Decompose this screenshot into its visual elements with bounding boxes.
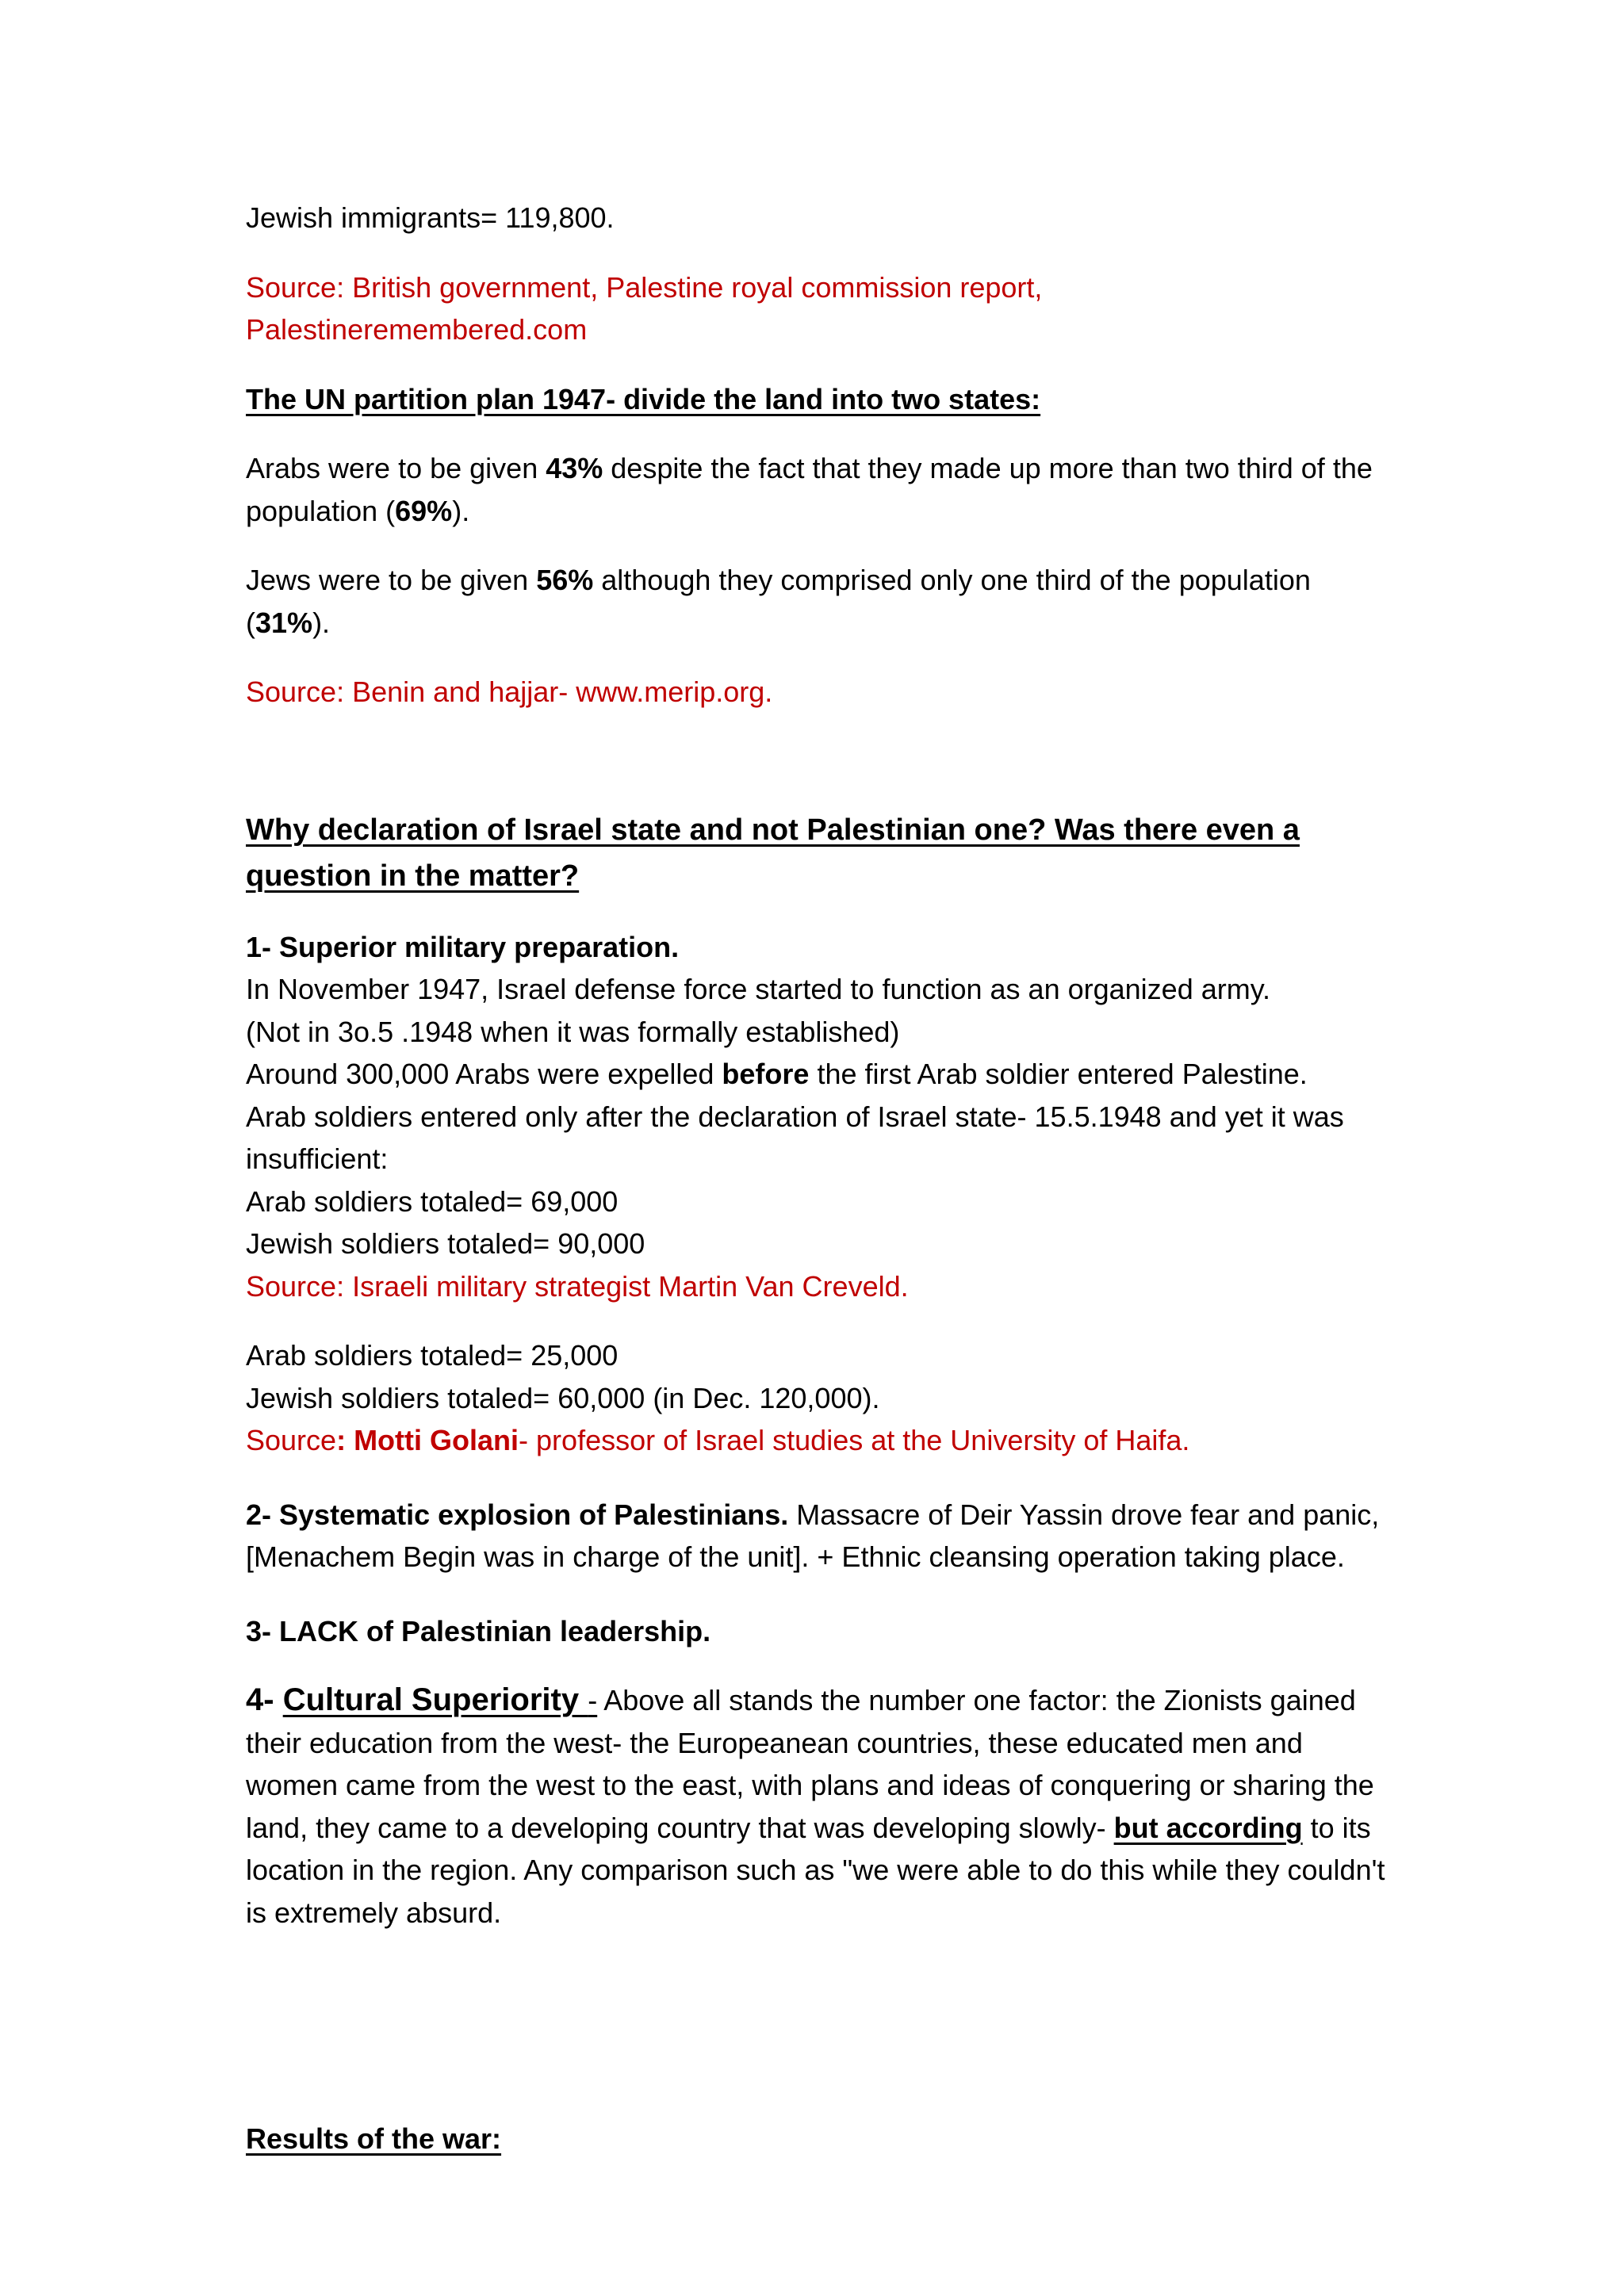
point-4-number: 4- — [246, 1682, 283, 1717]
arab-soldiers-1: Arab soldiers totaled= 69,000 — [246, 1184, 619, 1218]
golani-source-label: Source — [246, 1424, 337, 1456]
source-golani — [246, 1419, 1388, 1462]
point-1-title: 1- Superior military preparation. — [246, 930, 680, 963]
document-body — [246, 197, 1388, 2160]
point-1 — [246, 926, 1388, 1308]
jewish-soldiers-1: Jewish soldiers totaled= 90,000 — [246, 1227, 645, 1260]
golani-desc: - professor of Israel studies at the University of Haifa. — [519, 1424, 1190, 1456]
arabs-text-b: despite the fact that they made up more than two third of the population ( — [246, 452, 1373, 527]
results-heading: Results of the war: — [246, 2122, 502, 2155]
point-4-dash: - — [588, 1684, 598, 1716]
point-4 — [246, 1679, 1388, 1934]
partition-heading: The UN partition plan 1947- divide the land into two states: — [246, 382, 1041, 415]
source-creveld: Source: Israeli military strategist Martin Van Creveld. — [246, 1269, 909, 1303]
soldiers-block-2 — [246, 1334, 1388, 1462]
point-2 — [246, 1494, 1388, 1578]
arab-soldiers-2: Arab soldiers totaled= 25,000 — [246, 1339, 619, 1372]
point-1-line-3 — [246, 1053, 1388, 1096]
source-benin: Source: Benin and hajjar- www.merip.org. — [246, 675, 773, 708]
arabs-text-a: Arabs were to be given — [246, 452, 546, 484]
jews-text-c: ). — [312, 606, 331, 639]
golani-name: : Motti Golani — [336, 1424, 519, 1456]
arabs-percent: 43% — [546, 452, 603, 484]
point-4-but-according: but according — [1113, 1811, 1303, 1844]
immigrants-line: Jewish immigrants= 119,800. — [246, 201, 615, 234]
point-4-text-a: Above all stands the number one factor: the Zionists gained their education from the west- the Europeanean countries, these educated men and women came from the west to the east, with plans and ideas of conquering or sharing the land, they came to a developing country that was developing slowly- — [246, 1684, 1374, 1844]
jews-population: 31% — [255, 606, 313, 639]
expelled-before: before — [722, 1058, 810, 1090]
point-4-text-b: to its location in the region. Any comparison such as "we were able to do this while they couldn't is extremely absurd. — [246, 1811, 1385, 1929]
arabs-text-c: ). — [452, 494, 470, 527]
point-1-line-1: In November 1947, Israel defense force started to function as an organized army. — [246, 973, 1271, 1005]
jewish-soldiers-2: Jewish soldiers totaled= 60,000 (in Dec. 120,000). — [246, 1381, 880, 1414]
why-heading: Why declaration of Israel state and not Palestinian one? Was there even a question in the matter? — [246, 813, 1300, 893]
partition-jews — [246, 559, 1388, 644]
point-2-title: 2- Systematic explosion of Palestinians. — [246, 1498, 789, 1531]
point-1-line-2: (Not in 3o.5 .1948 when it was formally established) — [246, 1015, 900, 1048]
arabs-population: 69% — [395, 494, 453, 527]
expelled-text-b: the first Arab soldier entered Palestine. — [809, 1058, 1308, 1090]
jews-percent: 56% — [536, 564, 594, 596]
jews-text-a: Jews were to be given — [246, 564, 537, 596]
source-british: Source: British government, Palestine royal commission report, Palestineremembered.com — [246, 270, 1043, 346]
partition-arabs — [246, 447, 1388, 532]
point-3: 3- LACK of Palestinian leadership. — [246, 1614, 711, 1647]
point-1-line-4: Arab soldiers entered only after the declaration of Israel state- 15.5.1948 and yet it was insufficient: — [246, 1100, 1344, 1175]
jews-text-b: although they comprised only one third of the population ( — [246, 564, 1311, 639]
expelled-text-a: Around 300,000 Arabs were expelled — [246, 1058, 722, 1090]
point-4-title: Cultural Superiority — [282, 1682, 588, 1717]
point-2-text: Massacre of Deir Yassin drove fear and panic, [Menachem Begin was in charge of the unit]. + Ethnic cleansing operation taking place. — [246, 1498, 1380, 1573]
